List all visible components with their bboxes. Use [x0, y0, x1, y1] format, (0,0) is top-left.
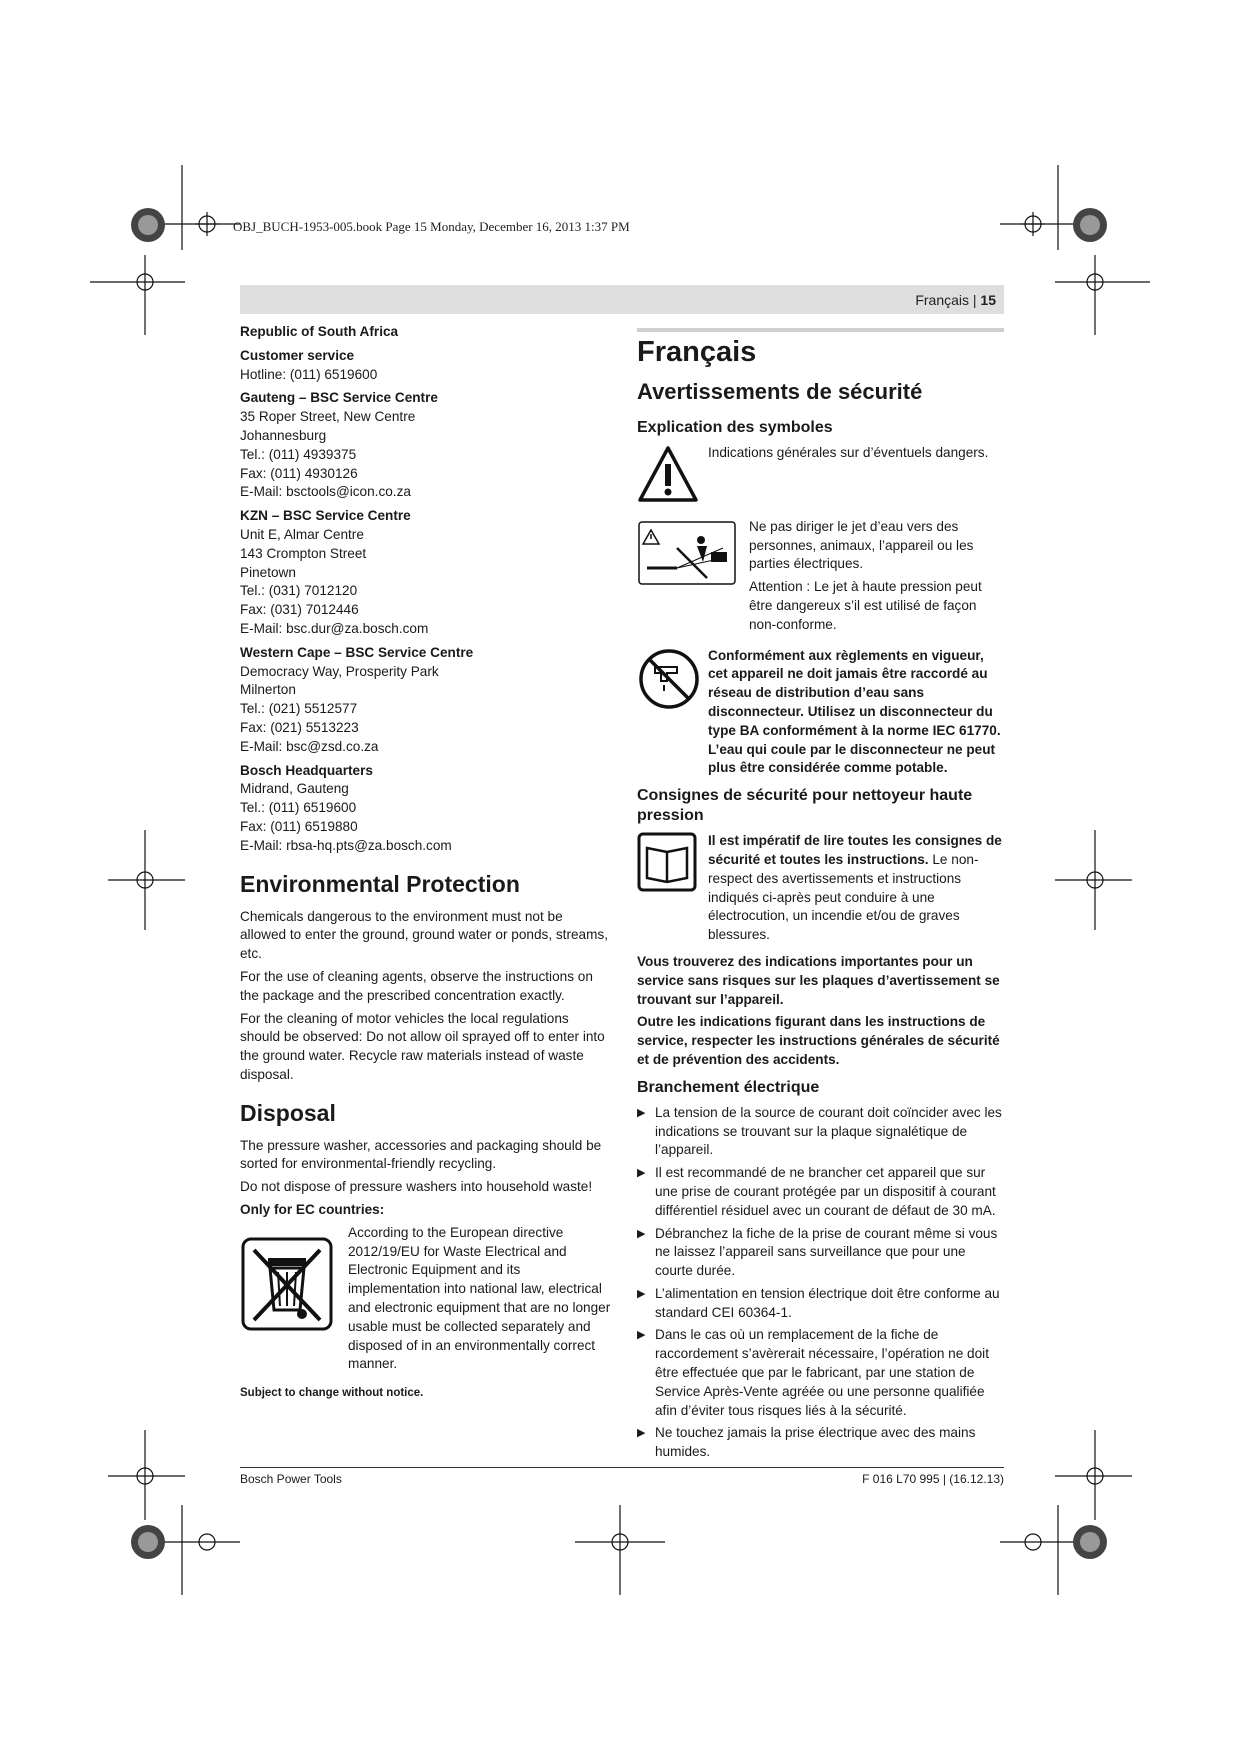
address-block	[240, 389, 612, 502]
address-line: E-Mail: bsc@zsd.co.za	[240, 738, 379, 754]
address-line: Democracy Way, Prosperity Park	[240, 663, 439, 679]
running-header	[915, 292, 996, 308]
weee-bin-icon	[240, 1224, 348, 1338]
address-line: E-Mail: bsc.dur@za.bosch.com	[240, 620, 429, 636]
header-bar	[240, 285, 1004, 314]
bullet-text: Dans le cas où un remplacement de la fiche de raccordement s’avèrerait nécessaire, l’opération ne doit être effectuée que par le fabricant, par une station de Service Après-Vente agréée ou une personne qualifiée afin d’éviter tous risques liés à la sécurité.	[655, 1327, 989, 1418]
address-block	[240, 323, 612, 342]
address-line: Johannesburg	[240, 427, 327, 443]
ec-title: Only for EC countries:	[240, 1202, 385, 1218]
footer-brand: Bosch Power Tools	[240, 1472, 342, 1486]
bullet-triangle-icon: ▶	[637, 1167, 646, 1180]
jet-warning-text: Ne pas diriger le jet d’eau vers des personnes, animaux, l’appareil ou les parties électriques.	[749, 518, 974, 572]
read-manual-icon	[637, 832, 708, 898]
symbol-text-disconnector	[708, 647, 1004, 779]
bullet-text: Ne touchez jamais la prise électrique avec des mains humides.	[655, 1425, 976, 1460]
disconnector-rule-text: Conformément aux règlements en vigueur, cet appareil ne doit jamais être raccordé au réseau de distribution d’eau sans disconnecteur. Utilisez un disconnecteur du type BA conformément à la norme IEC 61770.	[708, 647, 1001, 738]
address-block	[240, 347, 612, 385]
env-paragraph: Chemicals dangerous to the environment must not be allowed to enter the ground, ground water or ponds, streams, etc.	[240, 908, 609, 962]
address-line: Tel.: (021) 5512577	[240, 701, 358, 717]
language-title: Français	[637, 336, 757, 368]
bullet-text: Il est recommandé de ne brancher cet appareil que sur une prise de courant protégée par un dispositif à courant différentiel résiduel avec un courant de défaut de 30 mA.	[655, 1165, 996, 1218]
address-line: Pinetown	[240, 564, 296, 580]
symbol-row-danger	[637, 444, 1004, 510]
address-block-title: Customer service	[240, 347, 355, 363]
water-jet-warning-icon	[637, 518, 749, 594]
address-block-title: KZN – BSC Service Centre	[240, 508, 411, 524]
electrical-bullets	[637, 1104, 1004, 1462]
address-line: E-Mail: rbsa-hq.pts@za.bosch.com	[240, 837, 452, 853]
symbol-row-jet	[637, 518, 1004, 639]
bold-paragraph: Vous trouverez des indications importantes pour un service sans risques sur les plaques d’avertissement se trouvant sur l’appareil.	[637, 953, 1000, 1007]
disposal-paragraph: Do not dispose of pressure washers into household waste!	[240, 1179, 593, 1195]
bullet-triangle-icon: ▶	[637, 1106, 646, 1119]
address-line: Fax: (031) 7012446	[240, 602, 359, 618]
symbol-text-danger: Indications générales sur d’éventuels dangers.	[708, 445, 989, 460]
address-line: 143 Crompton Street	[240, 545, 367, 561]
book-info-line: OBJ_BUCH-1953-005.book Page 15 Monday, December 16, 2013 1:37 PM	[233, 219, 630, 234]
bullet-item	[637, 1326, 1004, 1420]
address-block	[240, 762, 612, 856]
address-line: Tel.: (011) 6519600	[240, 800, 357, 816]
disposal-paragraph: The pressure washer, accessories and packaging should be sorted for environmental-friendly recycling.	[240, 1137, 602, 1172]
read-manual-rest: Le non-respect des avertissements et instructions indiqués ci-après peut conduire à une électrocution, un incendie et/ou de graves blessures.	[708, 851, 979, 943]
bullet-item	[637, 1285, 1004, 1323]
jet-attention-text: Attention : Le jet à haute pression peut être dangereux s’il est utilisé de façon non-conforme.	[749, 579, 982, 632]
bullet-item	[637, 1225, 1004, 1281]
symbol-text-jet	[749, 518, 1004, 639]
address-blocks	[240, 323, 612, 856]
bullet-text: La tension de la source de courant doit coïncider avec les indications se trouvant sur la plaque signalétique de l’appareil.	[655, 1104, 1002, 1158]
bullet-text: L’alimentation en tension électrique doit être conforme au standard CEI 60364-1.	[655, 1285, 1000, 1320]
footer-rule	[240, 1467, 1004, 1468]
bullet-item	[637, 1164, 1004, 1220]
address-block	[240, 644, 612, 757]
env-paragraph: For the cleaning of motor vehicles the local regulations should be observed: Do not allow oil sprayed off to enter into the ground water. Recycle raw materials instead of waste disposal.	[240, 1010, 605, 1082]
address-line: E-Mail: bsctools@icon.co.za	[240, 484, 411, 500]
branchement-title: Branchement électrique	[637, 1078, 820, 1096]
bold-paragraph: Outre les indications figurant dans les instructions de service, respecter les instructions générales de sécurité et de prévention des accidents.	[637, 1014, 1000, 1067]
bullet-item	[637, 1104, 1004, 1160]
address-line: Tel.: (011) 4939375	[240, 446, 357, 462]
address-line: Fax: (011) 6519880	[240, 818, 358, 834]
address-block-title: Western Cape – BSC Service Centre	[240, 644, 474, 660]
env-title: Environmental Protection	[240, 870, 520, 897]
address-line: Tel.: (031) 7012120	[240, 583, 358, 599]
disposal-title: Disposal	[240, 1099, 336, 1126]
read-manual-bold: Il est impératif de lire toutes les consignes de sécurité et toutes les instructions.	[708, 833, 1002, 867]
symbols-title: Explication des symboles	[637, 419, 833, 436]
bullet-triangle-icon: ▶	[637, 1427, 646, 1440]
safety-title: Avertissements de sécurité	[637, 379, 923, 404]
bullet-item	[637, 1424, 1004, 1462]
non-potable-text: L’eau qui coule par le disconnecteur ne peut plus être considérée comme potable.	[708, 741, 996, 776]
address-line: Unit E, Almar Centre	[240, 526, 364, 542]
address-line: 35 Roper Street, New Centre	[240, 409, 416, 425]
symbol-row-disconnector	[637, 647, 1004, 779]
address-block-title: Gauteng – BSC Service Centre	[240, 390, 438, 406]
address-line: Hotline: (011) 6519600	[240, 366, 378, 382]
warning-triangle-icon	[637, 444, 708, 510]
bullet-triangle-icon: ▶	[637, 1227, 646, 1240]
read-manual-text	[708, 832, 1004, 945]
footer-doc-number: F 016 L70 995 | (16.12.13)	[862, 1472, 1004, 1486]
address-line: Fax: (011) 4930126	[240, 465, 358, 481]
address-line: Fax: (021) 5513223	[240, 719, 359, 735]
weee-row	[240, 1224, 612, 1374]
bullet-text: Débranchez la fiche de la prise de courant même si vous ne laissez l’appareil sans surveillance que pour une courte durée.	[655, 1225, 998, 1279]
no-drinking-water-connection-icon	[637, 647, 708, 717]
address-block-title: Republic of South Africa	[240, 324, 399, 339]
weee-text: According to the European directive 2012/19/EU for Waste Electrical and Electronic Equipment and its implementation into national law, electrical and electronic equipment that are no longer usable must be collected separately and disposed of in an environmentally correct manner.	[348, 1224, 611, 1372]
bullet-triangle-icon: ▶	[637, 1329, 646, 1342]
address-block	[240, 507, 612, 639]
address-line: Midrand, Gauteng	[240, 781, 349, 797]
read-manual-row	[637, 832, 1004, 945]
right-column	[637, 332, 1004, 1466]
consignes-title: Consignes de sécurité pour nettoyeur haute pression	[637, 787, 973, 825]
env-paragraph: For the use of cleaning agents, observe the instructions on the package and the prescribed concentration exactly.	[240, 968, 593, 1003]
subject-note: Subject to change without notice.	[240, 1387, 424, 1400]
header-section: Français |	[915, 292, 981, 308]
address-block-title: Bosch Headquarters	[240, 762, 373, 778]
bullet-triangle-icon: ▶	[637, 1287, 646, 1300]
page-number: 15	[980, 292, 996, 308]
left-column	[240, 323, 612, 1407]
address-line: Milnerton	[240, 682, 296, 698]
